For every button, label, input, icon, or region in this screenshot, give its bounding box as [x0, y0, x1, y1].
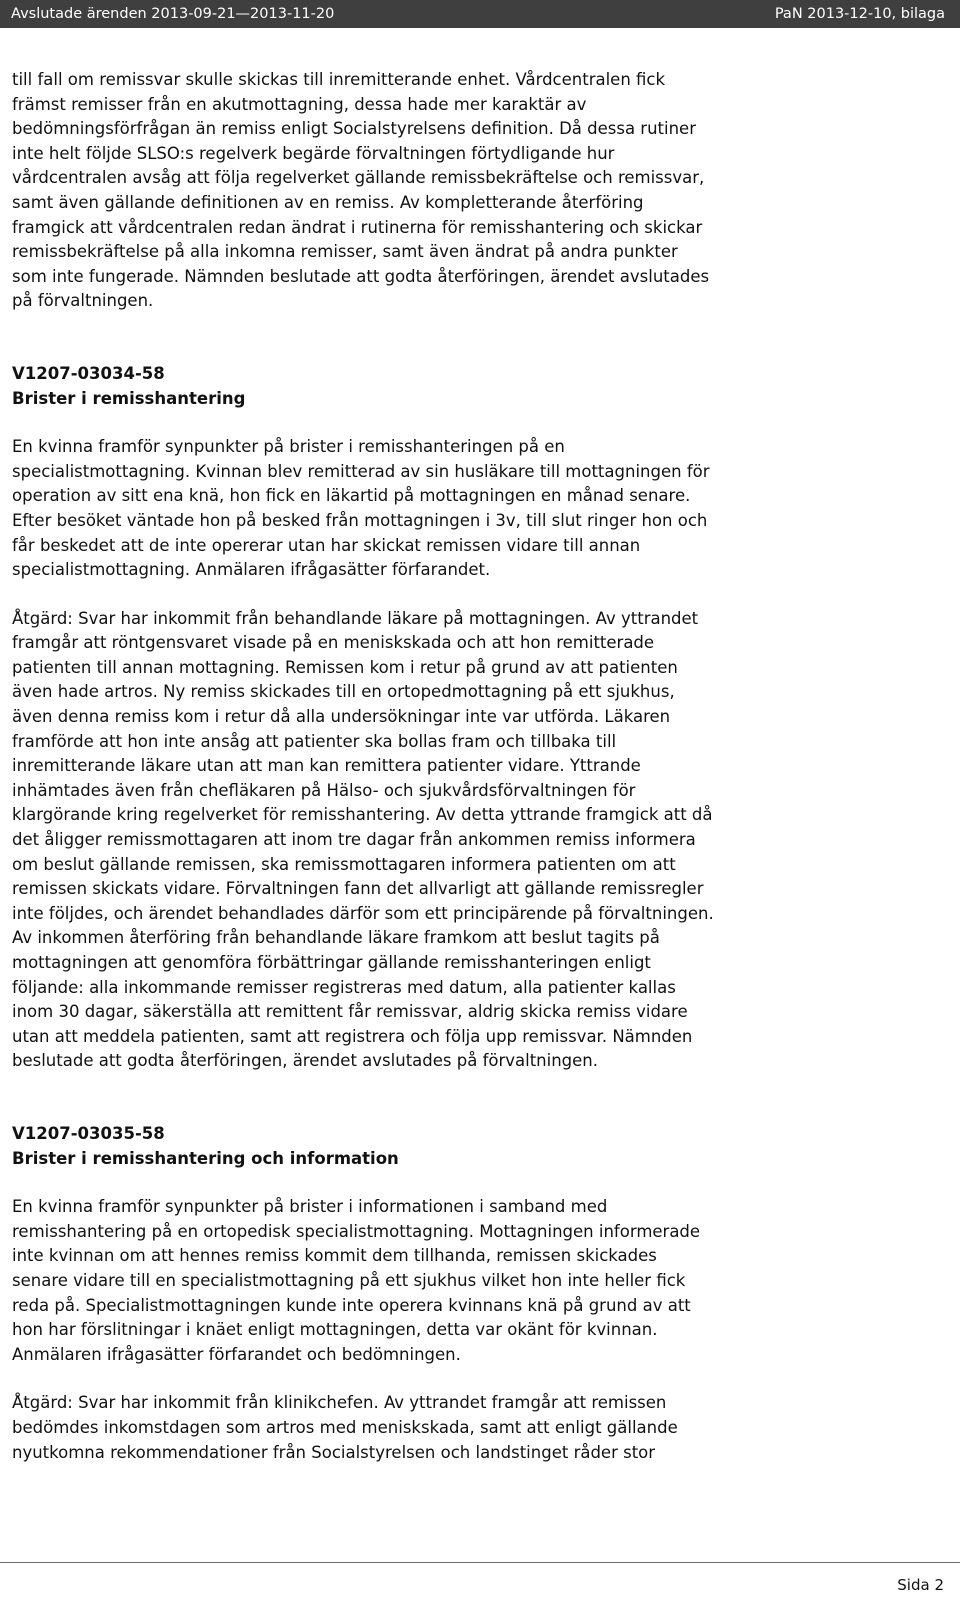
case-complaint-paragraph: En kvinna framför synpunkter på brister i remisshanteringen på en specialistmottagning. Kvinnan blev remitterad av sin husläkare till mottagningen för operation av sitt ena knä, hon fick en läkartid på mottagningen en månad senare. Efter besöket väntade hon på besked från mottagningen i 3v, till slut ringer hon och får beskedet att de inte opererar utan har skickat remissen vidare till annan specialistmottagning. Anmälaren ifrågasätter förfarandet.	[12, 437, 710, 580]
case-id: V1207-03035-58	[12, 1123, 165, 1143]
case-section	[12, 362, 948, 1074]
case-action-paragraph: Åtgärd: Svar har inkommit från behandlande läkare på mottagningen. Av yttrandet framgår att röntgensvaret visade på en meniskskada och att hon remitterade patienten till annan mottagning. Remissen kom i retur på grund av att patienten även hade artros. Ny remiss skickades till en ortopedmottagning på ett sjukhus, även denna remiss kom i retur då alla undersökningar inte var utförda. Läkaren framförde att hon inte ansåg att patienter ska bollas fram och tillbaka till inremitterande läkare utan att man kan remittera patienter vidare. Yttrande inhämtades även från chefläkaren på Hälso- och sjukvårdsförvaltningen för klargörande kring regelverket för remisshantering. Av detta yttrande framgick att då det åligger remissmottagaren att inom tre dagar från ankommen remiss informera om beslut gällande remissen, ska remissmottagaren informera patienten om att remissen skickats vidare. Förvaltningen fann det allvarligt att gällande remissregler inte följdes, och ärendet behandlades därför som ett principärende på förvaltningen. Av inkommen återföring från behandlande läkare framkom att beslut tagits på mottagningen att genomföra förbättringar gällande remisshanteringen enligt följande: alla inkommande remisser registreras med datum, alla patienter kallas inom 30 dagar, säkerställa att remittent får remissvar, aldrig skicka remiss vidare utan att meddela patienten, samt att registrera och följa upp remissvar. Nämnden beslutade att godta återföringen, ärendet avslutades på förvaltningen.	[12, 608, 714, 1071]
case-id: V1207-03034-58	[12, 363, 165, 383]
header-document-title: Avslutade ärenden 2013-09-21—2013-11-20	[11, 6, 335, 22]
document-body	[12, 68, 948, 1465]
intro-paragraph: till fall om remissvar skulle skickas till inremitterande enhet. Vårdcentralen fick främst remisser från en akutmottagning, dessa hade mer karaktär av bedömningsförfrågan än remiss enligt Socialstyrelsens definition. Då dessa rutiner inte helt följde SLSO:s regelverk begärde förvaltningen förtydligande hur vårdcentralen avsåg att följa regelverket gällande remissbekräftelse och remissvar, samt även gällande definitionen av en remiss. Av kompletterande återföring framgick att vårdcentralen redan ändrat i rutinerna för remisshantering och skickar remissbekräftelse på alla inkomna remisser, samt även ändrat på andra punkter som inte fungerade. Nämnden beslutade att godta återföringen, ärendet avslutades på förvaltningen.	[12, 70, 710, 311]
case-section	[12, 1122, 948, 1465]
case-complaint-paragraph: En kvinna framför synpunkter på brister i informationen i samband med remisshantering på en ortopedisk specialistmottagning. Mottagningen informerade inte kvinnan om att hennes remiss kommit dem tillhanda, remissen skickades senare vidare till en specialistmottagning på ett sjukhus vilket hon inte heller fick reda på. Specialistmottagningen kunde inte operera kvinnans knä på grund av att hon har förslitningar i knäet enligt mottagningen, detta var okänt för kvinnan. Anmälaren ifrågasätter förfarandet och bedömningen.	[12, 1197, 701, 1364]
section-spacer	[12, 314, 948, 362]
footer-divider	[0, 1562, 960, 1563]
case-title: Brister i remisshantering och information	[12, 1148, 399, 1168]
header-meeting-reference: PaN 2013-12-10, bilaga	[774, 6, 945, 22]
case-action-paragraph: Åtgärd: Svar har inkommit från klinikchefen. Av yttrandet framgår att remissen bedömdes inkomstdagen som artros med meniskskada, samt att enligt gällande nyutkomna rekommendationer från Socialstyrelsen och landstinget råder stor	[12, 1393, 678, 1462]
paragraph-spacer	[12, 411, 948, 435]
paragraph-spacer	[12, 583, 948, 607]
page-header	[0, 0, 960, 28]
paragraph-spacer	[12, 1171, 948, 1195]
page-number: Sida 2	[897, 1576, 944, 1594]
section-spacer	[12, 1074, 948, 1122]
paragraph-spacer	[12, 1367, 948, 1391]
case-title: Brister i remisshantering	[12, 388, 246, 408]
